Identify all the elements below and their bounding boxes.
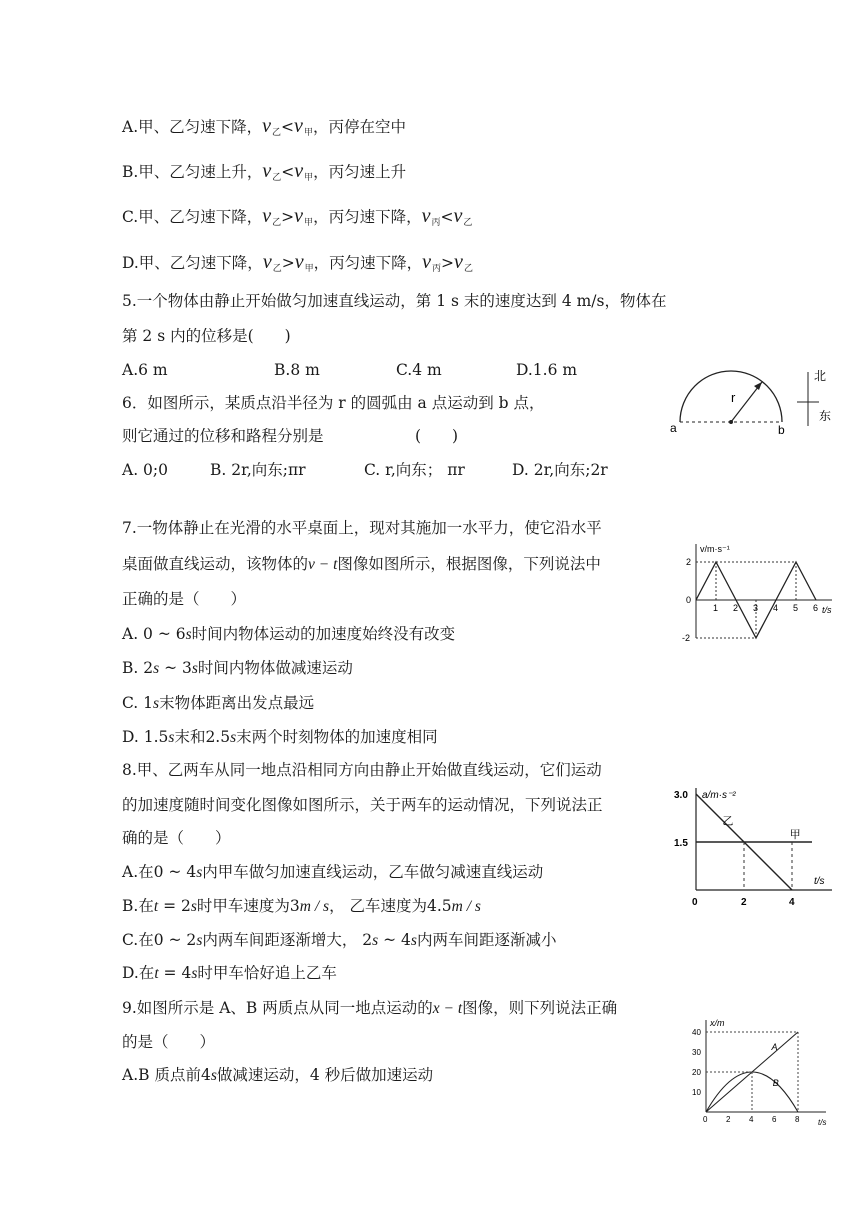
operator: <: [440, 208, 454, 226]
t: C. 1: [122, 694, 154, 712]
unit-s: s: [196, 864, 203, 881]
t: A.B 质点前4: [122, 1066, 211, 1084]
unit-s: s: [191, 965, 198, 982]
q9-stem-line2: 的是（ ）: [122, 1033, 216, 1051]
var-v: v: [454, 251, 463, 273]
var-v: v: [262, 251, 272, 273]
series-label: 乙: [722, 815, 734, 828]
x-tick-label: 4: [749, 1115, 754, 1124]
q7-vt: v − t: [308, 556, 338, 573]
unit-s: s: [190, 898, 197, 915]
q7-vt-chart: [672, 538, 852, 648]
y-axis-label: a/m·s⁻²: [702, 790, 736, 801]
t: ~ 4: [378, 931, 411, 949]
unit-s: s: [153, 695, 160, 712]
unit-s: s: [410, 932, 417, 949]
unit-s: s: [210, 1067, 217, 1084]
t: 末物体距离出发点最远: [159, 694, 315, 712]
east-label: 东: [819, 409, 832, 423]
t: 图像，则下列说法正确: [462, 999, 618, 1017]
x-tick-label: 3: [753, 603, 759, 613]
subscript: 乙: [463, 218, 473, 228]
t: 时间内物体运动的加速度始终没有改变: [191, 625, 456, 643]
q4-c-mid: ，丙匀速下降，: [313, 208, 422, 226]
q4-a-text: A.甲、乙匀速下降，: [122, 118, 263, 136]
series-label: A: [771, 1042, 778, 1052]
t: ~ 3: [159, 659, 192, 677]
q8-stem-line3: 确的是（ ）: [122, 829, 231, 847]
unit-s: s: [185, 626, 192, 643]
q5-option-a: A.6 m: [122, 361, 168, 379]
var-t: t: [153, 898, 159, 915]
y-tick-label: -2: [682, 633, 691, 643]
q5-option-b: B.8 m: [274, 361, 320, 379]
q4-option-b: [122, 161, 406, 188]
t: 内两车间距逐渐增大， 2: [202, 931, 373, 949]
t: 末和2.5: [174, 728, 231, 746]
q9-stem-line1: [122, 998, 617, 1019]
q6-option-b: B. 2r,向东;πr: [210, 461, 306, 479]
y-tick-label: 1.5: [674, 838, 688, 849]
y-tick-label: 20: [692, 1068, 701, 1077]
var-v: v: [453, 205, 463, 227]
q7-stem-line2: [122, 554, 601, 575]
operator: >: [441, 254, 455, 272]
t: B.在: [122, 897, 154, 915]
y-tick-label: 30: [692, 1048, 701, 1057]
q6-option-d: D. 2r,向东;2r: [512, 461, 608, 479]
t: 内甲车做匀加速直线运动，乙车做匀减速直线运动: [202, 863, 544, 881]
x-axis-label: t/s: [814, 876, 825, 887]
q4-d-mid: ，丙匀速下降，: [313, 254, 423, 272]
subscript: 甲: [304, 264, 314, 274]
q5-stem-line1: 5.一个物体由静止开始做匀加速直线运动，第 1 s 末的速度达到 4 m/s，物体在: [122, 292, 667, 310]
q7-stem-line1: 7.一物体静止在光滑的水平桌面上，现对其施加一水平力，使它沿水平: [122, 519, 602, 537]
unit-s: s: [196, 932, 203, 949]
subscript: 甲: [303, 128, 313, 138]
q9-xt: x − t: [432, 1000, 463, 1017]
y-tick-label: 10: [692, 1088, 701, 1097]
x-tick-label: 1: [713, 603, 719, 613]
var-v: v: [262, 205, 272, 227]
q5-option-c: C.4 m: [396, 361, 442, 379]
x-axis-label: t/s: [818, 1118, 827, 1127]
t: = 2: [158, 897, 191, 915]
subscript: 丙: [431, 218, 441, 228]
x-tick-label: 4: [773, 603, 779, 613]
var-v: v: [294, 160, 304, 182]
unit-s: s: [230, 729, 237, 746]
var-v: v: [262, 115, 272, 137]
t: 内两车间距逐渐减小: [416, 931, 557, 949]
subscript: 乙: [272, 264, 282, 274]
q6-option-a: A. 0;0: [122, 461, 168, 479]
q4-option-a: [122, 116, 406, 143]
label-r: r: [731, 390, 736, 405]
q6-stem-line1: 6．如图所示，某质点沿半径为 r 的圆弧由 a 点运动到 b 点，: [122, 394, 545, 412]
t: A. 0 ~ 6: [122, 625, 186, 643]
q4-option-c: [122, 206, 472, 233]
var-v: v: [421, 205, 431, 227]
q8-option-b: [122, 896, 481, 917]
x-tick-label: 6: [813, 603, 819, 613]
q7-l2c: 图像如图所示，根据图像，下列说法中: [337, 555, 601, 573]
unit-s: s: [153, 660, 160, 677]
t: C.在0 ~ 2: [122, 931, 197, 949]
subscript: 丙: [432, 264, 442, 274]
t: 9.如图所示是 A、B 两质点从同一地点运动的: [122, 999, 433, 1017]
t: 时甲车恰好追上乙车: [197, 964, 337, 982]
label-a: a: [670, 421, 677, 435]
arrow-head-icon: [754, 382, 762, 390]
subscript: 甲: [304, 173, 314, 183]
q4-b-tail: ，丙匀速上升: [313, 163, 407, 181]
q4-b-text: B.甲、乙匀速上升，: [122, 163, 263, 181]
x-tick-label: 0: [703, 1115, 708, 1124]
subscript: 乙: [272, 173, 282, 183]
q6-option-c: C. r,向东； πr: [364, 461, 465, 479]
series-label: 甲: [789, 829, 801, 841]
t: 末两个时刻物体的加速度相同: [236, 728, 438, 746]
x-axis-label: t/s: [822, 605, 832, 615]
var-v: v: [422, 251, 432, 273]
var-v: v: [294, 251, 304, 273]
operator: >: [281, 254, 295, 272]
var-v: v: [262, 160, 272, 182]
north-label: 北: [814, 369, 827, 383]
unit-s: s: [191, 660, 198, 677]
q8-option-d: [122, 963, 337, 984]
t: B. 2: [122, 659, 154, 677]
x-tick-label: 2: [733, 603, 739, 613]
t: D. 1.5: [122, 728, 169, 746]
t: 时甲车速度为3: [196, 897, 300, 915]
var-v: v: [294, 115, 303, 137]
t: D.在: [122, 964, 155, 982]
t: 做减速运动，4 秒后做加速运动: [216, 1066, 434, 1084]
subscript: 乙: [272, 128, 282, 138]
unit-ms: m / s: [451, 898, 481, 915]
y-tick-label: 2: [686, 557, 692, 567]
operator: >: [281, 208, 295, 226]
t: ， 乙车速度为4.5: [329, 897, 452, 915]
x-tick-label: 4: [789, 897, 795, 908]
subscript: 乙: [272, 218, 282, 228]
x-tick-label: 6: [772, 1115, 777, 1124]
t: 时间内物体做减速运动: [197, 659, 353, 677]
y-tick-label: 0: [686, 595, 692, 605]
q4-d-text: D.甲、乙匀速下降，: [122, 254, 263, 272]
q4-a-tail: ，丙停在空中: [312, 118, 406, 136]
y-tick-label: 3.0: [674, 790, 688, 801]
center-dot: [729, 420, 733, 424]
y-tick-label: 40: [692, 1028, 701, 1037]
operator: <: [281, 118, 295, 136]
q7-option-b: [122, 658, 353, 679]
q7-option-a: [122, 624, 455, 645]
t: = 4: [158, 964, 192, 982]
q5-stem-line2: 第 2 s 内的位移是( ): [122, 327, 291, 345]
q8-stem-line1: 8.甲、乙两车从同一地点沿相同方向由静止开始做直线运动，它们运动: [122, 761, 602, 779]
var-v: v: [294, 205, 304, 227]
subscript: 甲: [304, 218, 314, 228]
q8-stem-line2: 的加速度随时间变化图像如图所示，关于两车的运动情况，下列说法正: [122, 796, 603, 814]
q7-option-c: [122, 693, 314, 714]
subscript: 乙: [463, 264, 473, 274]
y-axis-label: v/m·s⁻¹: [700, 544, 730, 554]
unit-s: s: [372, 932, 379, 949]
q6-semicircle-figure: [668, 360, 838, 440]
q4-c-text: C.甲、乙匀速下降，: [122, 208, 263, 226]
label-b: b: [778, 423, 785, 437]
operator: <: [281, 163, 295, 181]
q9-xt-chart: [678, 1016, 838, 1132]
q4-option-d: [122, 252, 473, 279]
x-tick-label: 2: [726, 1115, 731, 1124]
var-t: t: [154, 965, 159, 982]
q9-option-a: [122, 1065, 433, 1086]
q6-answer-paren: ( ): [415, 427, 459, 445]
unit-ms: m / s: [299, 898, 330, 915]
q8-option-a: [122, 862, 543, 883]
q6-stem-line2: 则它通过的位移和路程分别是: [122, 427, 324, 445]
series-label: B: [772, 1078, 779, 1088]
unit-s: s: [168, 729, 175, 746]
y-axis-label: x/m: [710, 1018, 725, 1028]
q8-at-chart: [672, 782, 842, 912]
q7-l2a: 桌面做直线运动，该物体的: [122, 555, 309, 573]
t: A.在0 ~ 4: [122, 863, 197, 881]
q5-option-d: D.1.6 m: [516, 361, 578, 379]
x-tick-label: 0: [692, 897, 698, 908]
q8-option-c: [122, 930, 556, 951]
x-tick-label: 5: [793, 603, 799, 613]
q7-option-d: [122, 727, 438, 748]
x-tick-label: 2: [741, 897, 747, 908]
x-tick-label: 8: [795, 1115, 800, 1124]
q7-stem-line3: 正确的是（ ）: [122, 590, 247, 608]
